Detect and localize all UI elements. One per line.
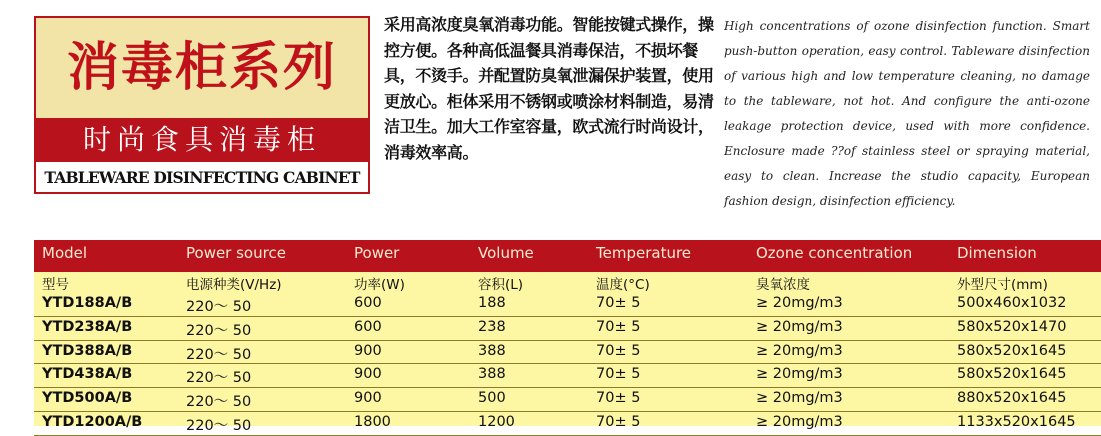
cell-volume: 188 (478, 295, 506, 311)
cell-power: 900 (354, 342, 382, 359)
cell-model: YTD1200A/B (42, 413, 143, 430)
cell-volume: 388 (478, 342, 506, 359)
cell-power-source: 220～ 50 (186, 346, 252, 363)
header-power: Power (354, 244, 400, 262)
cell-volume: 500 (478, 390, 506, 407)
header-temperature: Temperature (596, 244, 692, 262)
subheader-temperature: 温度(°C) (596, 277, 650, 293)
cell-ozone: ≥ 20mg/m3 (756, 318, 843, 335)
table-row (34, 364, 1101, 388)
cell-dimension: 500x460x1032 (957, 295, 1067, 311)
header-volume: Volume (478, 244, 534, 262)
table-row (34, 388, 1101, 412)
cell-volume: 1200 (478, 413, 515, 430)
logo-subtitle: TABLEWARE DISINFECTING CABINET (44, 168, 360, 187)
cell-model: YTD388A/B (42, 342, 133, 359)
cell-model: YTD238A/B (42, 318, 133, 335)
subheader-power: 功率(W) (354, 277, 405, 293)
cell-ozone: ≥ 20mg/m3 (756, 366, 843, 383)
cell-dimension: 1133x520x1645 (957, 413, 1076, 430)
cell-power: 900 (354, 366, 382, 383)
cell-power: 600 (354, 318, 382, 335)
subheader-model: 型号 (42, 277, 69, 293)
table-header-row (34, 240, 1101, 272)
header-model: Model (42, 244, 88, 262)
cell-temperature: 70± 5 (596, 295, 641, 311)
cell-temperature: 70± 5 (596, 342, 641, 359)
cell-temperature: 70± 5 (596, 390, 641, 407)
cell-power: 1800 (354, 413, 391, 430)
table-subheader-row (34, 273, 1101, 293)
cell-temperature: 70± 5 (596, 366, 641, 383)
description-chinese: 采用高浓度臭氧消毒功能。智能按键式操作，操控方便。各种高低温餐具消毒保洁，不损坏餐具，不烫手。并配置防臭氧泄漏保护装置，使用更放心。柜体采用不锈钢或喷涂材料制造，易清洁卫生。加大工作室容量，欧式流行时尚设计，消毒效率高。 (384, 15, 714, 162)
cell-model: YTD438A/B (42, 366, 133, 383)
table-row (34, 412, 1101, 436)
subheader-dimension: 外型尺寸(mm) (957, 277, 1048, 293)
cell-volume: 388 (478, 366, 506, 383)
cell-dimension: 580x520x1645 (957, 342, 1067, 359)
cell-power: 900 (354, 390, 382, 407)
cell-model: YTD188A/B (42, 295, 133, 311)
cell-dimension: 580x520x1645 (957, 366, 1067, 383)
header-dimension: Dimension (957, 244, 1037, 262)
cell-dimension: 580x520x1470 (957, 318, 1067, 335)
cell-power-source: 220～ 50 (186, 417, 252, 434)
spec-table (34, 240, 1101, 434)
logo-title: 消毒柜系列 (66, 37, 337, 98)
cell-ozone: ≥ 20mg/m3 (756, 295, 843, 311)
cell-power: 600 (354, 295, 382, 311)
cell-temperature: 70± 5 (596, 413, 641, 430)
table-row (34, 317, 1101, 341)
subheader-volume: 容积(L) (478, 277, 524, 293)
cell-ozone: ≥ 20mg/m3 (756, 413, 843, 430)
cell-power-source: 220～ 50 (186, 394, 252, 411)
table-row (34, 293, 1101, 317)
table-row (34, 341, 1101, 365)
cell-model: YTD500A/B (42, 390, 133, 407)
logo-band: 时尚食具消毒柜 (36, 118, 368, 162)
header-ozone: Ozone concentration (756, 244, 913, 262)
product-logo (34, 16, 370, 194)
description-english: High concentrations of ozone disinfection function. Smart push-button operation, easy control. Tableware disinfection of various high and low temperature cleaning, no damage to the tableware, not hot. And configure the anti-ozone leakage protection device, used with more confidence. Enclosure made ??of stainless steel or spraying material, easy to clean. Increase the studio capacity, European fashion design, disinfection efficiency. (724, 19, 1090, 208)
subheader-power-source: 电源种类(V/Hz) (186, 277, 282, 293)
cell-power-source: 220～ 50 (186, 299, 252, 315)
logo-header-panel (36, 18, 368, 118)
table-body (34, 293, 1101, 436)
cell-volume: 238 (478, 318, 506, 335)
cell-dimension: 880x520x1645 (957, 390, 1067, 407)
cell-ozone: ≥ 20mg/m3 (756, 390, 843, 407)
cell-power-source: 220～ 50 (186, 322, 252, 339)
header-power-source: Power source (186, 244, 286, 262)
cell-power-source: 220～ 50 (186, 370, 252, 387)
cell-temperature: 70± 5 (596, 318, 641, 335)
subheader-ozone: 臭氧浓度 (756, 277, 810, 293)
cell-ozone: ≥ 20mg/m3 (756, 342, 843, 359)
